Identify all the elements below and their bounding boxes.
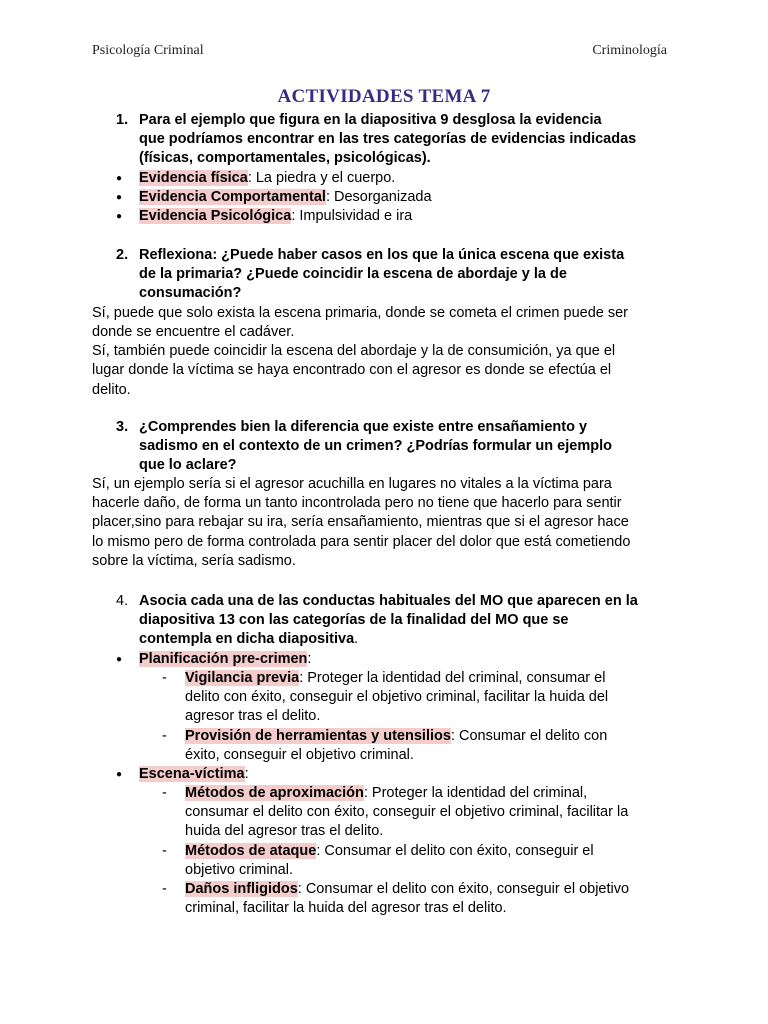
q4-item	[185, 727, 607, 747]
q4-item-text: : Consumar el delito con	[450, 728, 608, 744]
q4-group-term: Planificación pre-crimen	[139, 651, 308, 667]
q4-item-cont: agresor tras el delito.	[185, 708, 321, 724]
q1-bullet-term: Evidencia Psicológica	[139, 208, 292, 224]
q4-group-colon: :	[244, 766, 249, 782]
q4-item	[185, 880, 629, 900]
q4-line: Asocia cada una de las conductas habituales del MO que aparecen en la	[139, 593, 638, 609]
q2-answer-line: lugar donde la víctima se haya encontrado con el agresor es donde se efectúa el	[92, 362, 612, 378]
q4-item-cont: huida del agresor tras el delito.	[185, 823, 384, 839]
bullet-icon: ●	[116, 192, 123, 203]
q1-line: Para el ejemplo que figura en la diapositiva 9 desglosa la evidencia	[139, 112, 602, 128]
q2-answer-line: delito.	[92, 382, 131, 398]
bullet-icon: ●	[116, 654, 123, 665]
q3-answer-line: placer,sino para rebajar su ira, sería ensañamiento, mientras que si el agresor hace	[92, 514, 629, 530]
q4-item-term: Métodos de aproximación	[185, 785, 364, 801]
q1-bullet	[139, 169, 395, 189]
header-course: Psicología Criminal	[92, 43, 204, 58]
q4-line-text: contempla en dicha diapositiva	[139, 631, 355, 647]
q2-number: 2.	[116, 247, 129, 263]
q4-item-term: Provisión de herramientas y utensilios	[185, 728, 451, 744]
q2-answer-line: donde se encuentre el cadáver.	[92, 324, 295, 340]
q1-number: 1.	[116, 112, 129, 128]
q1-bullet-term: Evidencia física	[139, 170, 248, 186]
q4-group-heading	[139, 650, 311, 670]
q4-group-heading	[139, 765, 249, 785]
q4-line-period: .	[354, 631, 359, 647]
page-title: ACTIVIDADES TEMA 7	[277, 86, 491, 107]
q3-number: 3.	[116, 419, 129, 435]
q4-group-term: Escena-víctima	[139, 766, 245, 782]
q4-item-cont: éxito, conseguir el objetivo criminal.	[185, 747, 414, 763]
dash-marker: -	[162, 843, 167, 859]
q1-line: que podríamos encontrar en las tres categorías de evidencias indicadas	[139, 131, 637, 147]
q4-group-colon: :	[307, 651, 312, 667]
bullet-icon: ●	[116, 211, 123, 222]
q2-line: consumación?	[139, 285, 242, 301]
q4-item-cont: consumar el delito con éxito, conseguir el objetivo criminal, facilitar la	[185, 804, 629, 820]
q4-item-text: : Proteger la identidad del criminal, consumar el	[299, 670, 606, 686]
q1-bullet-text: : Impulsividad e ira	[291, 208, 413, 224]
q3-answer-line: hacerle daño, de forma un tanto incontrolada pero no tiene que hacerlo para sentir	[92, 495, 622, 511]
q3-line: ¿Comprendes bien la diferencia que existe entre ensañamiento y	[139, 419, 588, 435]
header-subject: Criminología	[592, 43, 667, 58]
q4-line: diapositiva 13 con las categorías de la finalidad del MO que se	[139, 612, 569, 628]
q3-answer-line: Sí, un ejemplo sería si el agresor acuchilla en lugares no vitales a la víctima para	[92, 476, 612, 492]
dash-marker: -	[162, 881, 167, 897]
q4-item-cont: delito con éxito, conseguir el objetivo criminal, facilitar la huida del	[185, 689, 609, 705]
q2-line: Reflexiona: ¿Puede haber casos en los que la única escena que exista	[139, 247, 625, 263]
q1-bullet-term: Evidencia Comportamental	[139, 189, 326, 205]
q4-item-cont: criminal, facilitar la huida del agresor tras el delito.	[185, 900, 507, 916]
q2-answer-line: Sí, puede que solo exista la escena primaria, donde se cometa el crimen puede ser	[92, 305, 629, 321]
q4-item-cont: objetivo criminal.	[185, 862, 293, 878]
q3-line: sadismo en el contexto de un crimen? ¿Podrías formular un ejemplo	[139, 438, 612, 454]
q1-bullet-text: : Desorganizada	[325, 189, 432, 205]
q1-bullet	[139, 207, 412, 227]
q2-line: de la primaria? ¿Puede coincidir la escena de abordaje y la de	[139, 266, 567, 282]
q4-item-term: Vigilancia previa	[185, 670, 300, 686]
dash-marker: -	[162, 670, 167, 686]
q1-bullet-text: : La piedra y el cuerpo.	[247, 170, 396, 186]
q4-line	[139, 630, 358, 650]
q3-answer-line: lo mismo pero de forma controlada para sentir placer del dolor que está cometiendo	[92, 534, 631, 550]
q2-answer-line: Sí, también puede coincidir la escena del abordaje y la de consumición, ya que el	[92, 343, 616, 359]
q3-answer-line: sobre la víctima, sería sadismo.	[92, 553, 296, 569]
q4-item-term: Daños infligidos	[185, 881, 298, 897]
q4-item	[185, 669, 605, 689]
bullet-icon: ●	[116, 769, 123, 780]
bullet-icon: ●	[116, 173, 123, 184]
q1-line: (físicas, comportamentales, psicológicas).	[139, 150, 431, 166]
q4-item-text: : Proteger la identidad del criminal,	[363, 785, 588, 801]
q4-item-term: Métodos de ataque	[185, 843, 317, 859]
q4-item-text: : Consumar el delito con éxito, conseguir el objetivo	[297, 881, 630, 897]
q4-item	[185, 784, 587, 804]
q4-item-text: : Consumar el delito con éxito, conseguir el	[316, 843, 594, 859]
q1-bullet	[139, 188, 432, 208]
q3-line: que lo aclare?	[139, 457, 237, 473]
dash-marker: -	[162, 785, 167, 801]
q4-number: 4.	[116, 593, 129, 609]
dash-marker: -	[162, 728, 167, 744]
q4-item	[185, 842, 594, 862]
